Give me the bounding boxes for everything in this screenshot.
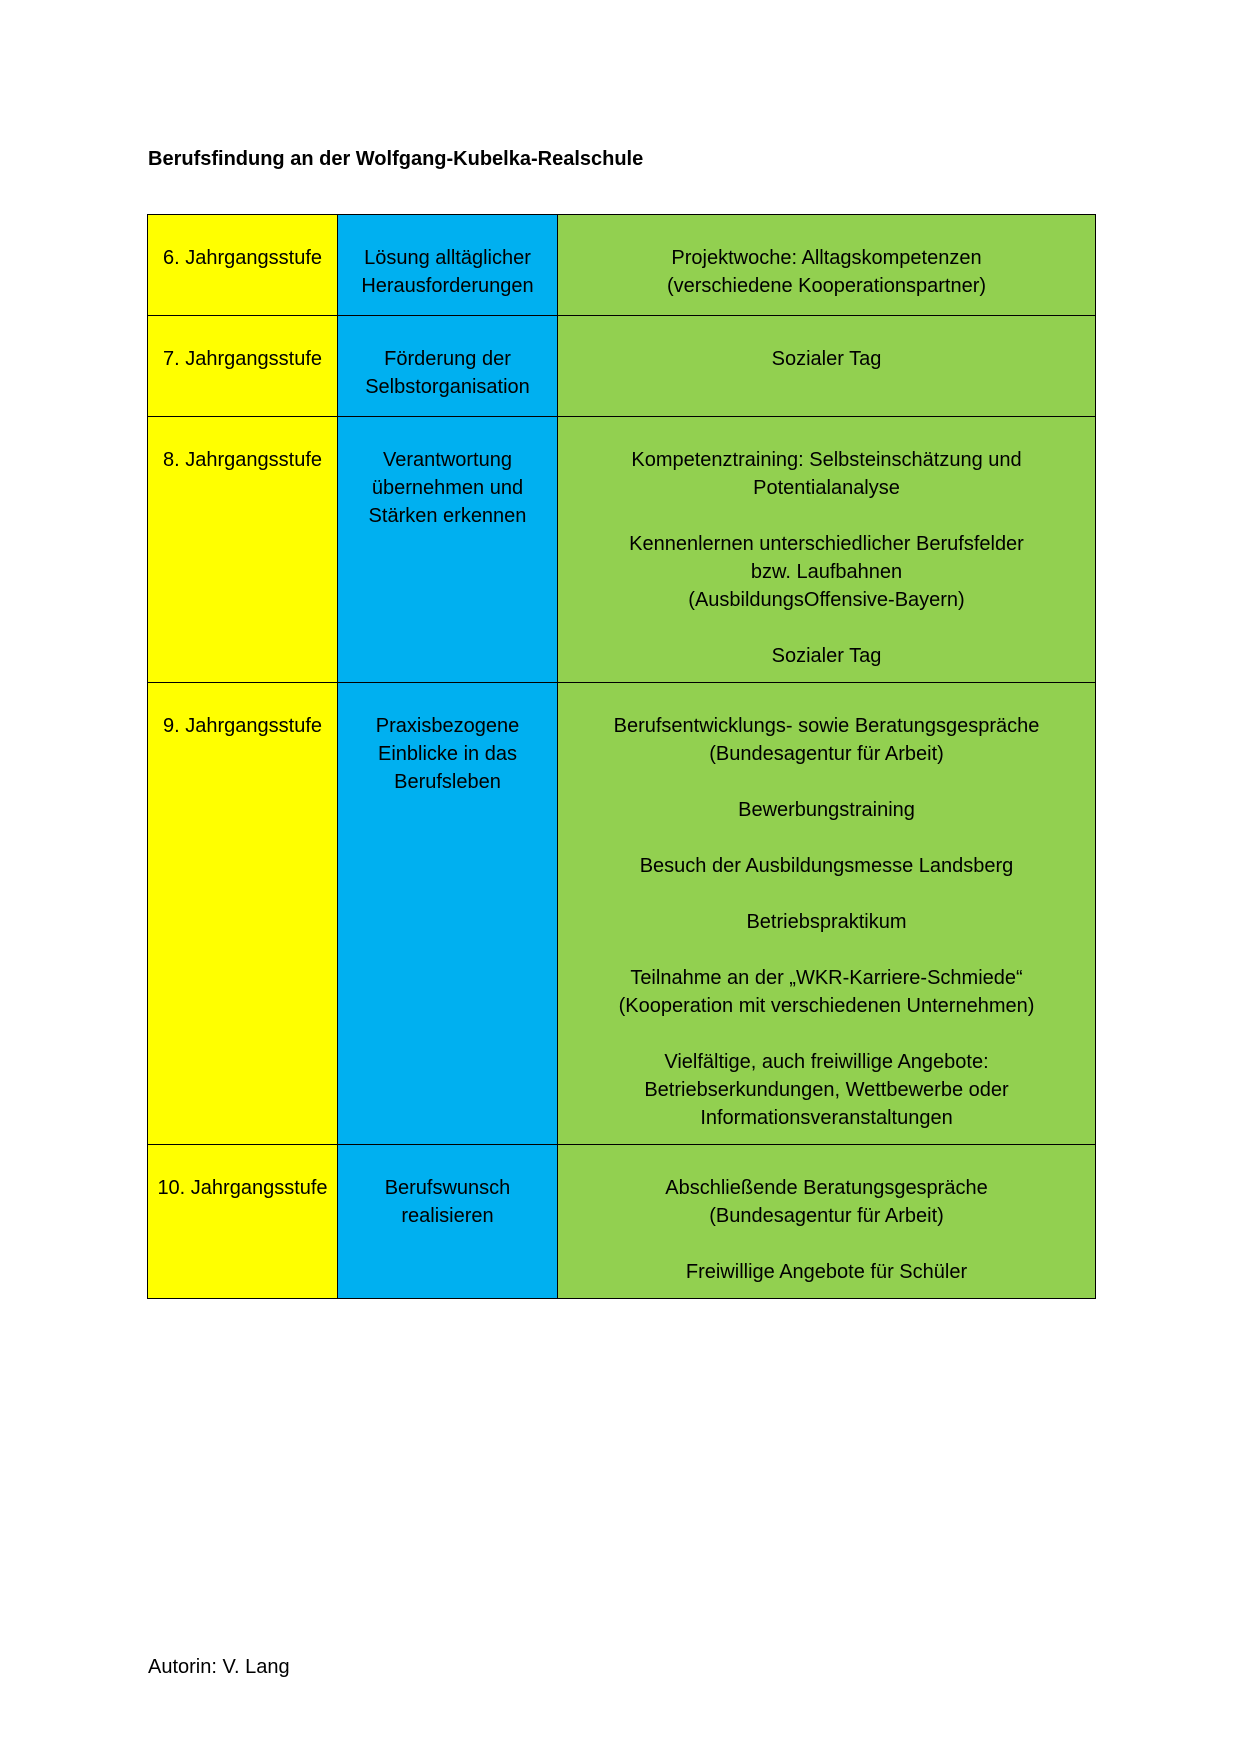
grade-label: 6. Jahrgangsstufe	[163, 247, 322, 269]
activity-line: Projektwoche: Alltagskompetenzen	[671, 247, 982, 269]
activity-line: bzw. Laufbahnen	[750, 561, 903, 583]
grade-cell	[148, 683, 338, 1145]
activity-item	[566, 1174, 1087, 1230]
activity-line: Sozialer Tag	[771, 645, 882, 667]
activity-line: (Kooperation mit verschiedenen Unternehmen)	[618, 995, 1035, 1017]
goal-cell	[338, 215, 558, 316]
goal-cell	[338, 683, 558, 1145]
activity-line: Teilnahme an der „WKR-Karriere-Schmiede“	[630, 967, 1023, 989]
activity-item	[566, 712, 1087, 768]
grade-cell	[148, 215, 338, 316]
activity-line: (AusbildungsOffensive-Bayern)	[688, 589, 965, 611]
goal-line: realisieren	[401, 1205, 494, 1227]
table-row	[148, 215, 1096, 316]
activity-item	[566, 908, 1087, 936]
goal-line: Förderung der	[384, 348, 511, 370]
activity-item	[566, 1258, 1087, 1286]
grade-cell	[148, 316, 338, 417]
activity-line: Betriebspraktikum	[746, 911, 907, 933]
paragraph-gap	[566, 614, 1087, 642]
goal-cell	[338, 417, 558, 683]
activity-item	[566, 530, 1087, 614]
activity-item	[566, 244, 1087, 300]
activity-line: Kompetenztraining: Selbsteinschätzung und	[631, 449, 1022, 471]
activities-cell	[558, 417, 1096, 683]
goal-line: Berufswunsch	[384, 1177, 511, 1199]
activity-line: Betriebserkundungen, Wettbewerbe oder	[644, 1079, 1009, 1101]
activities-cell	[558, 215, 1096, 316]
table-row	[148, 417, 1096, 683]
grade-cell	[148, 417, 338, 683]
table-row	[148, 683, 1096, 1145]
career-orientation-table	[147, 214, 1096, 1299]
paragraph-gap	[566, 1020, 1087, 1048]
grade-label: 8. Jahrgangsstufe	[163, 449, 322, 471]
grade-label: 7. Jahrgangsstufe	[163, 348, 322, 370]
paragraph-gap	[566, 1230, 1087, 1258]
activity-line: Bewerbungstraining	[738, 799, 915, 821]
page-title: Berufsfindung an der Wolfgang-Kubelka-Realschule	[148, 148, 644, 170]
activity-item	[566, 852, 1087, 880]
table-row	[148, 1145, 1096, 1299]
author-note: Autorin: V. Lang	[148, 1656, 290, 1678]
goal-cell	[338, 316, 558, 417]
activity-line: Kennenlernen unterschiedlicher Berufsfelder	[629, 533, 1024, 555]
paragraph-gap	[566, 502, 1087, 530]
goal-line: Verantwortung	[383, 449, 512, 471]
activity-item	[566, 1048, 1087, 1132]
table-body	[148, 215, 1096, 1299]
goal-line: Berufsleben	[394, 771, 501, 793]
activity-item	[566, 964, 1087, 1020]
activity-line: Sozialer Tag	[771, 348, 882, 370]
activity-item	[566, 642, 1087, 670]
grade-label: 9. Jahrgangsstufe	[163, 715, 322, 737]
paragraph-gap	[566, 824, 1087, 852]
activity-line: (Bundesagentur für Arbeit)	[709, 1205, 944, 1227]
goal-line: Lösung alltäglicher	[364, 247, 531, 269]
activity-line: Berufsentwicklungs- sowie Beratungsgespräche	[613, 715, 1040, 737]
activity-line: Potentialanalyse	[753, 477, 900, 499]
activity-item	[566, 345, 1087, 373]
goal-line: Stärken erkennen	[368, 505, 527, 527]
goal-line: Einblicke in das	[378, 743, 517, 765]
paragraph-gap	[566, 880, 1087, 908]
activity-line: Besuch der Ausbildungsmesse Landsberg	[639, 855, 1014, 877]
activity-line: Abschließende Beratungsgespräche	[665, 1177, 988, 1199]
activity-line: Vielfältige, auch freiwillige Angebote:	[664, 1051, 989, 1073]
goal-line: Praxisbezogene	[375, 715, 520, 737]
activity-line: Informationsveranstaltungen	[700, 1107, 953, 1129]
activities-cell	[558, 1145, 1096, 1299]
activity-line: Freiwillige Angebote für Schüler	[685, 1261, 968, 1283]
table-row	[148, 316, 1096, 417]
goal-cell	[338, 1145, 558, 1299]
activity-item	[566, 446, 1087, 502]
grade-cell	[148, 1145, 338, 1299]
paragraph-gap	[566, 936, 1087, 964]
activity-line: (Bundesagentur für Arbeit)	[709, 743, 944, 765]
goal-line: Herausforderungen	[361, 275, 534, 297]
goal-line: Selbstorganisation	[365, 376, 530, 398]
activities-cell	[558, 683, 1096, 1145]
activities-cell	[558, 316, 1096, 417]
activity-item	[566, 796, 1087, 824]
paragraph-gap	[566, 768, 1087, 796]
grade-label: 10. Jahrgangsstufe	[157, 1177, 328, 1199]
goal-line: übernehmen und	[371, 477, 524, 499]
activity-line: (verschiedene Kooperationspartner)	[666, 275, 987, 297]
